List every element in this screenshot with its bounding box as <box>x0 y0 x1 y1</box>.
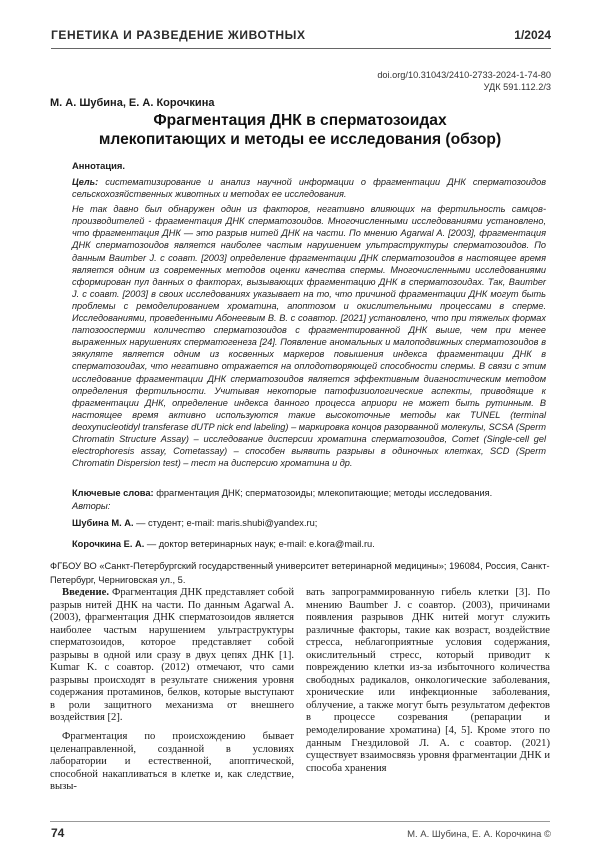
title-line-1: Фрагментация ДНК в сперматозоидах <box>153 112 447 129</box>
goal-label: Цель: <box>72 177 99 187</box>
author-2-info: — доктор ветеринарных наук; e-mail: e.kora@mail.ru. <box>144 539 375 549</box>
author-1 <box>72 518 317 528</box>
keywords <box>72 487 546 499</box>
intro-text: Фрагментация ДНК представляет собой разрыв нитей ДНК на части. По данным Agarwal A. (2003), фрагментация ДНК сперматозоидов является наиболее частым нарушением ультраструктуры сперматозоидов, которое представляет собой разрывы в одной или сразу в двух цепях ДНК [1]. Kumar K. с соавтор. (2012) отмечают, что сами разрывы происходят в результате снижения уровня содержания протаминов, белков, которые выступают в роли защитного механизма от внешнего воздействия [2]. <box>50 587 294 724</box>
body-column-right <box>306 587 550 781</box>
keywords-text: фрагментация ДНК; сперматозоиды; млекопитающие; методы исследования. <box>153 488 493 498</box>
article-title <box>50 111 550 149</box>
udk-code: УДК 591.112.2/3 <box>483 82 551 92</box>
authors-heading: Авторы: <box>72 501 111 511</box>
author-2 <box>72 539 375 549</box>
left-paragraph-2: Фрагментация по происхождению бывает целенаправленной, созданной в условиях лаборатории и естественной, апоптической, способной накапливаться в клетке и, как следствие, вызы- <box>50 731 294 793</box>
page-number: 74 <box>51 826 65 840</box>
journal-title: ГЕНЕТИКА И РАЗВЕДЕНИЕ ЖИВОТНЫХ <box>51 28 306 42</box>
author-1-info: — студент; e-mail: maris.shubi@yandex.ru; <box>133 518 318 528</box>
abstract-heading: Аннотация. <box>72 160 125 171</box>
title-line-2: млекопитающих и методы ее исследования (обзор) <box>98 131 502 148</box>
footer-divider <box>50 821 550 822</box>
intro-paragraph <box>50 587 294 725</box>
abstract-body <box>72 176 546 472</box>
body-column-left <box>50 587 294 800</box>
doi-link[interactable]: doi.org/10.31043/2410-2733-2024-1-74-80 <box>377 70 551 80</box>
keywords-label: Ключевые слова: <box>72 488 154 498</box>
header-divider <box>51 48 551 49</box>
goal-text: систематизирование и анализ научной информации о фрагментации ДНК сперматозоидов сельскохозяйственных животных и методах ее исследования. <box>72 177 546 200</box>
footer-authors: М. А. Шубина, Е. А. Корочкина © <box>407 829 551 840</box>
abstract-goal <box>72 176 546 200</box>
article-authors: М. А. Шубина, Е. А. Корочкина <box>50 97 215 109</box>
author-2-name: Корочкина Е. А. <box>72 539 145 549</box>
affiliation: ФГБОУ ВО «Санкт-Петербургский государственный университет ветеринарной медицины»; 196084, Россия, Санкт-Петербург, Черниговская ул., 5. <box>50 561 550 585</box>
issue-number: 1/2024 <box>514 28 551 42</box>
right-paragraph-1: вать запрограммированную гибель клетки [3]. По мнению Baumber J. с соавтор. (2003), причинами появления разрывов ДНК нитей могут служить различные факторы, такие как возраст, воздействие стресса, неблагоприятные условия содержания, окислительный стресс, который приводит к повреждению клетки из-за избыточного количества свободных радикалов, онкологические заболевания, хронические или инфекционные заболевания, облучение, а также могут быть результатом дефектов в процессе созревания (репарации и ремоделирование хроматина) [4, 5]. Кроме этого по данным Гнездиловой Л. А. с соавтор. (2021) существует взаимосвязь уровня фрагментации ДНК и способа хранения <box>306 587 550 774</box>
intro-label: Введение. <box>62 587 109 598</box>
running-header <box>51 26 551 46</box>
author-1-name: Шубина М. А. <box>72 518 134 528</box>
abstract-text: Не так давно был обнаружен один из факторов, негативно влияющих на фертильность самцов-производителей - фрагментация ДНК сперматозоидов. Многочисленными исследованиями установлено, что фрагментация ДНК — это разрыв нитей ДНК на части. По мнению Agarwal A. [2003], фрагментация ДНК сперматозоидов является наиболее частым нарушением ультраструктуры сперматозоидов. По данным Baumber J. с соавт. [2003] определение фрагментации ДНК сперматозоидов в настоящее время является одним из современных методов оценки качества спермы. Многочисленными исследованиями сформирован пул данных о факторах, вызывающих фрагментацию ДНК в сперматозоидах. Так, Baumber J. с соавт. [2003] в своих исследованиях указывает на то, что причиной фрагментации ДНК могут быть проблемы с ремоделированием хроматина, апоптозом и окислительными процессами в сперме. Исследованиями, проведенными Абонеевым В. В. с соавтор. [2021] установлено, что при тяжелых формах патозооспермии количество сперматозоидов с фрагментированной ДНК выше, чем при менее выраженных нарушениях сперматогенеза [24]. Появление аномальных и малоподвижных сперматозоидов в эякуляте является одним из косвенных маркеров повышения индекса фрагментации ДНК в сперматозоидах, что негативно отражается на оплодотворяющей способности спермы. В связи с этим исследование фрагментации ДНК сперматозоидов является эффективным диагностическим методом определения фертильности. Учитывая некоторые патофизиологические аспекты, приводящие к фрагментации ДНК, определение индекса данного процесса априори не может быть рутинным. В настоящее время активно используются такие высокоточные методы как TUNEL (terminal deoxynucleotidyl transferase dUTP nick end labeling) – маркировка концов разорванной молекулы, SCSA (Sperm Chromatin Structure Assay) – исследование дисперсии хроматина сперматозоидов, Comet (Single-cell gel electrophoresis assay, Cometassay) – способен выявить разрывы в одиночных клетках, SCD (Sperm Chromatin Dispersion test) – тест на дисперсию хроматина и др. <box>72 204 546 469</box>
